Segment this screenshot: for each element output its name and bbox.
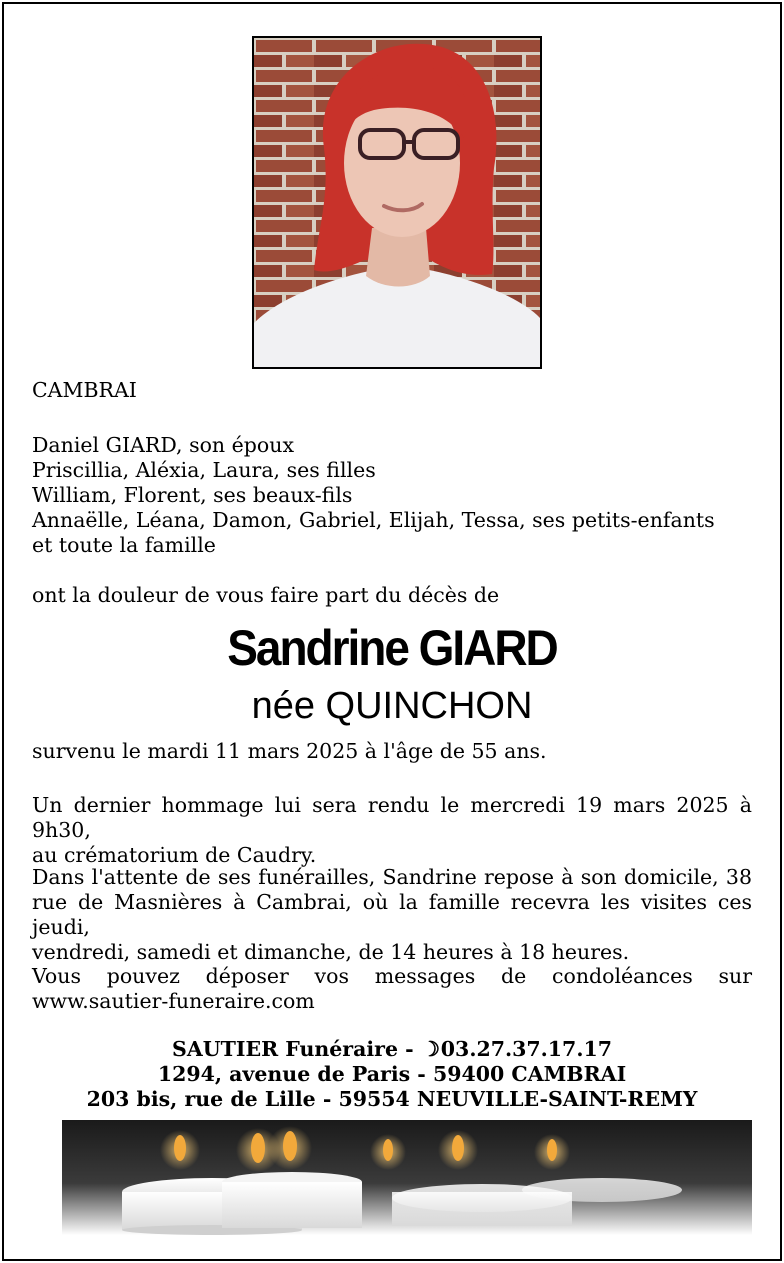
funeral-home-address-2: 203 bis, rue de Lille - 59554 NEUVILLE-SAINT-REMY — [86, 1087, 698, 1111]
condolences-line: Vous pouvez déposer vos messages de condoléances sur — [32, 964, 752, 988]
candles-illustration — [62, 1120, 752, 1235]
obituary-notice — [2, 2, 782, 1261]
rest-line: vendredi, samedi et dimanche, de 14 heures à 18 heures. — [32, 940, 630, 964]
family-line: et toute la famille — [32, 533, 216, 557]
deceased-maiden-name: née QUINCHON — [251, 685, 533, 727]
portrait-photo — [252, 36, 542, 369]
announcement: ont la douleur de vous faire part du décès de — [32, 583, 500, 607]
family-line: Daniel GIARD, son époux — [32, 433, 295, 457]
portrait-illustration — [254, 38, 540, 367]
candle-flame — [534, 1134, 570, 1170]
location: CAMBRAI — [32, 378, 137, 402]
rest-line: Dans l'attente de ses funérailles, Sandrine repose à son domicile, 38 — [32, 865, 752, 889]
family-line: William, Florent, ses beaux-fils — [32, 483, 353, 507]
tribute-line: Un dernier hommage lui sera rendu le mercredi 19 mars 2025 à 9h30, — [32, 793, 752, 842]
candle-flame — [268, 1126, 312, 1170]
tribute-line: au crématorium de Caudry. — [32, 843, 317, 867]
funeral-home-name: SAUTIER Funéraire - — [172, 1037, 421, 1061]
family-line: Annaëlle, Léana, Damon, Gabriel, Elijah, Tessa, ses petits-enfants — [32, 508, 715, 532]
candle-flame — [438, 1130, 478, 1170]
funeral-home-phone[interactable]: 03.27.37.17.17 — [440, 1037, 612, 1061]
candle-flame — [370, 1134, 406, 1170]
death-line: survenu le mardi 11 mars 2025 à l'âge de 55 ans. — [32, 739, 547, 763]
rest-paragraph — [32, 865, 752, 965]
condolences-paragraph — [32, 964, 752, 1014]
deceased-name: Sandrine GIARD — [227, 620, 557, 676]
funeral-home-contact — [4, 1037, 780, 1062]
candle-flame — [160, 1130, 200, 1170]
rest-line: rue de Masnières à Cambrai, où la famille recevra les visites ces jeudi, — [32, 890, 752, 939]
funeral-home-address-1: 1294, avenue de Paris - 59400 CAMBRAI — [157, 1062, 627, 1086]
phone-icon: ☽ — [421, 1037, 440, 1061]
tribute-paragraph — [32, 793, 752, 868]
family-line: Priscillia, Aléxia, Laura, ses filles — [32, 458, 376, 482]
condolences-website[interactable]: www.sautier-funeraire.com — [32, 989, 315, 1013]
